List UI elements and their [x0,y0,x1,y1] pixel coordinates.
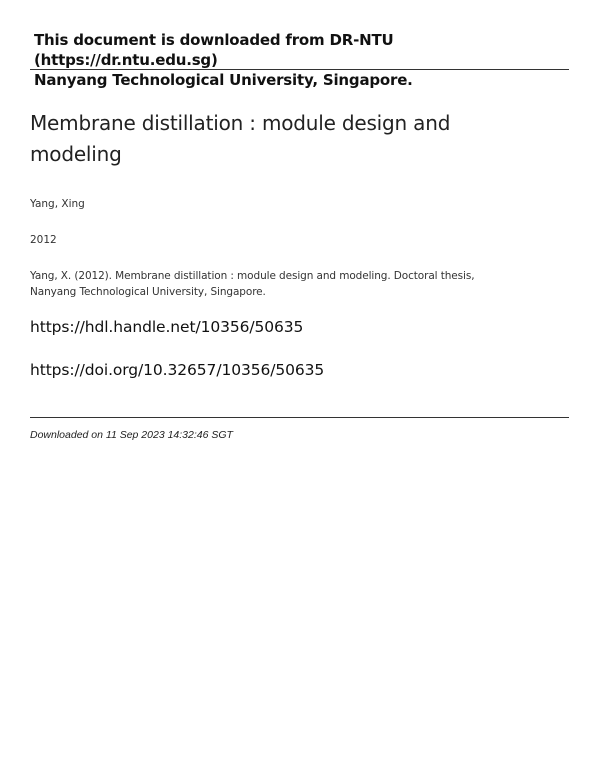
citation-line1: Yang, X. (2012). Membrane distillation : module design and modeling. Doctoral thesis, [30,270,475,282]
download-timestamp: Downloaded on 11 Sep 2023 14:32:46 SGT [30,429,233,441]
document-title [30,108,470,170]
footer-divider [30,417,569,418]
repository-header [34,30,564,90]
author-name: Yang, Xing [30,198,85,210]
handle-link[interactable]: https://hdl.handle.net/10356/50635 [30,318,304,336]
document-title-line2: modeling [30,142,122,166]
header-divider [30,69,569,70]
repository-header-line2: Nanyang Technological University, Singapore. [34,71,413,89]
doi-link[interactable]: https://doi.org/10.32657/10356/50635 [30,361,325,379]
document-title-line1: Membrane distillation : module design and [30,111,451,135]
citation [30,268,500,300]
repository-header-line1: This document is downloaded from DR‑NTU (https://dr.ntu.edu.sg) [34,31,394,69]
citation-line2: Nanyang Technological University, Singapore. [30,286,266,298]
publication-year: 2012 [30,234,57,246]
